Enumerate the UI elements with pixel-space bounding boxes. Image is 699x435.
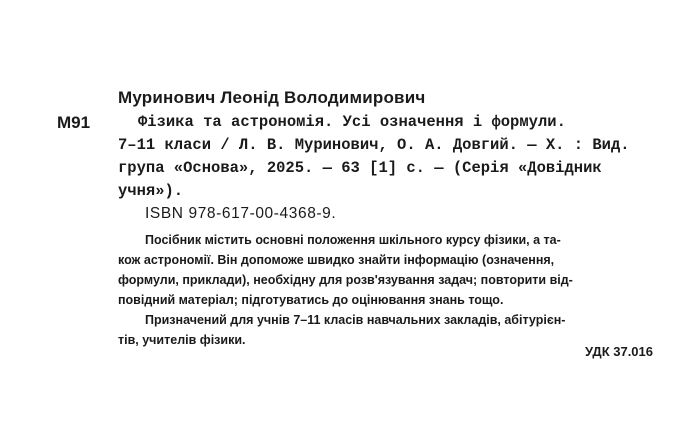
annotation-line: Призначений для учнів 7–11 класів навчальних закладів, абітурієн- — [145, 313, 566, 327]
author-code: М91 — [57, 113, 91, 132]
annotation-line: Посібник містить основні положення шкільного курсу фізики, а та- — [145, 233, 561, 247]
annotation-line: тів, учителів фізики. — [118, 333, 246, 347]
biblio-line: 7–11 класи / Л. В. Муринович, О. А. Довгий. — Х. : Вид. — [118, 136, 630, 154]
isbn-number: ISBN 978-617-00-4368-9. — [145, 205, 337, 222]
biblio-line: група «Основа», 2025. — 63 [1] с. — (Серія «Довідник — [118, 159, 602, 177]
author-heading: Муринович Леонід Володимирович — [118, 88, 426, 107]
annotation-line: повідний матеріал; підготуватись до оцінювання знань тощо. — [118, 293, 504, 307]
annotation-line: формули, приклади), необхідну для розв'язування задач; повторити від- — [118, 273, 573, 287]
biblio-line: учня»). — [118, 182, 184, 200]
annotation-line: кож астрономії. Він допоможе швидко знайти інформацію (означення, — [118, 253, 555, 267]
annotation-text — [118, 230, 658, 350]
biblio-line: Фізика та астрономія. Усі означення і формули. — [138, 113, 566, 131]
udc-classification: УДК 37.016 — [585, 344, 653, 359]
bibliographic-description — [118, 111, 658, 203]
